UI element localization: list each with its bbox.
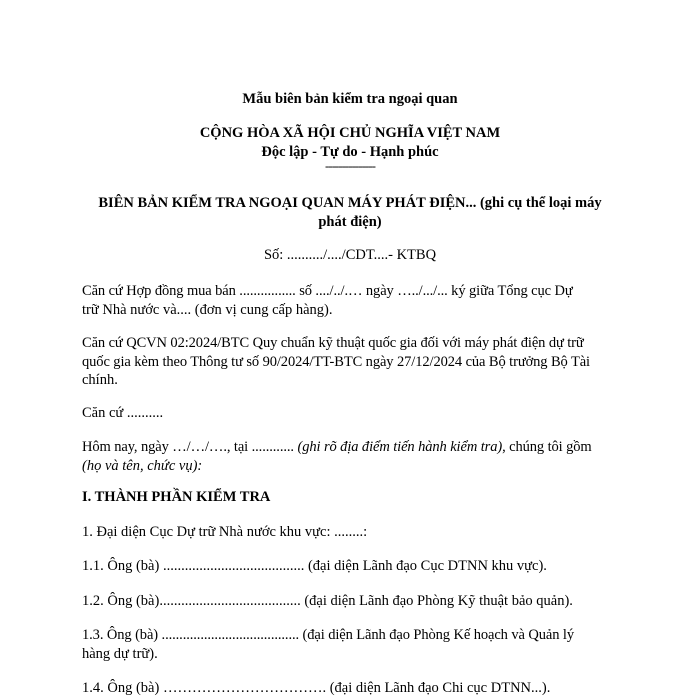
today-text-a: Hôm nay, ngày …/…/…., tại ............ [82,439,298,455]
basis-contract-line2: trữ Nhà nước và.... (đơn vị cung cấp hàng). [82,302,333,318]
today-text-b: (ghi rõ địa điểm tiến hành kiểm tra) [297,439,503,455]
doc-title-line2: phát điện) [318,214,382,230]
section-heading-1: I. THÀNH PHẦN KIỂM TRA [82,489,271,505]
form-title: Mẫu biên bản kiểm tra ngoại quan [242,91,458,107]
doc-number: Số: ........../..../CDT....- KTBQ [263,247,437,263]
item-1-1: 1.1. Ông (bà) ....................................... (đại diện Lãnh đạo Cục DTNN khu vực). [82,558,547,574]
basis-standard-line1: Căn cứ QCVN 02:2024/BTC Quy chuẩn kỹ thuật quốc gia đối với máy phát điện dự trữ [82,335,584,351]
motto: Độc lập - Tự do - Hạnh phúc [261,144,439,160]
today-text-c: , chúng tôi gồm [502,439,592,455]
basis-standard-line3: chính. [82,372,118,388]
item-1-3-line1: 1.3. Ông (bà) ....................................... (đại diện Lãnh đạo Phòng Kế hoạch và Quản lý [82,627,574,643]
doc-title-line1: BIÊN BẢN KIỂM TRA NGOẠI QUAN MÁY PHÁT ĐIỆN... (ghi cụ thể loại máy [98,195,602,211]
basis-other: Căn cứ .......... [82,405,164,421]
today-line1 [82,437,622,457]
today-line2: (họ và tên, chức vụ): [82,458,203,474]
nation-heading: CỘNG HÒA XÃ HỘI CHỦ NGHĨA VIỆT NAM [199,125,501,141]
item-1-2: 1.2. Ông (bà)....................................... (đại diện Lãnh đạo Phòng Kỹ thuật bảo quản). [82,593,573,609]
item-1-3-line2: hàng dự trữ). [82,646,158,662]
motto-rule: --------------- [325,158,375,173]
basis-standard-line2: quốc gia kèm theo Thông tư số 90/2024/TT-BTC ngày 27/12/2024 của Bộ trưởng Bộ Tài [82,354,590,370]
item-1: 1. Đại diện Cục Dự trữ Nhà nước khu vực: ........: [82,524,368,540]
item-1-4: 1.4. Ông (bà) ……………………………. (đại diện Lãnh đạo Chi cục DTNN...). [82,680,551,696]
basis-contract-line1: Căn cứ Hợp đồng mua bán ................ số ..../../.… ngày …../.../... ký giữa Tổng cục Dự [82,283,573,299]
